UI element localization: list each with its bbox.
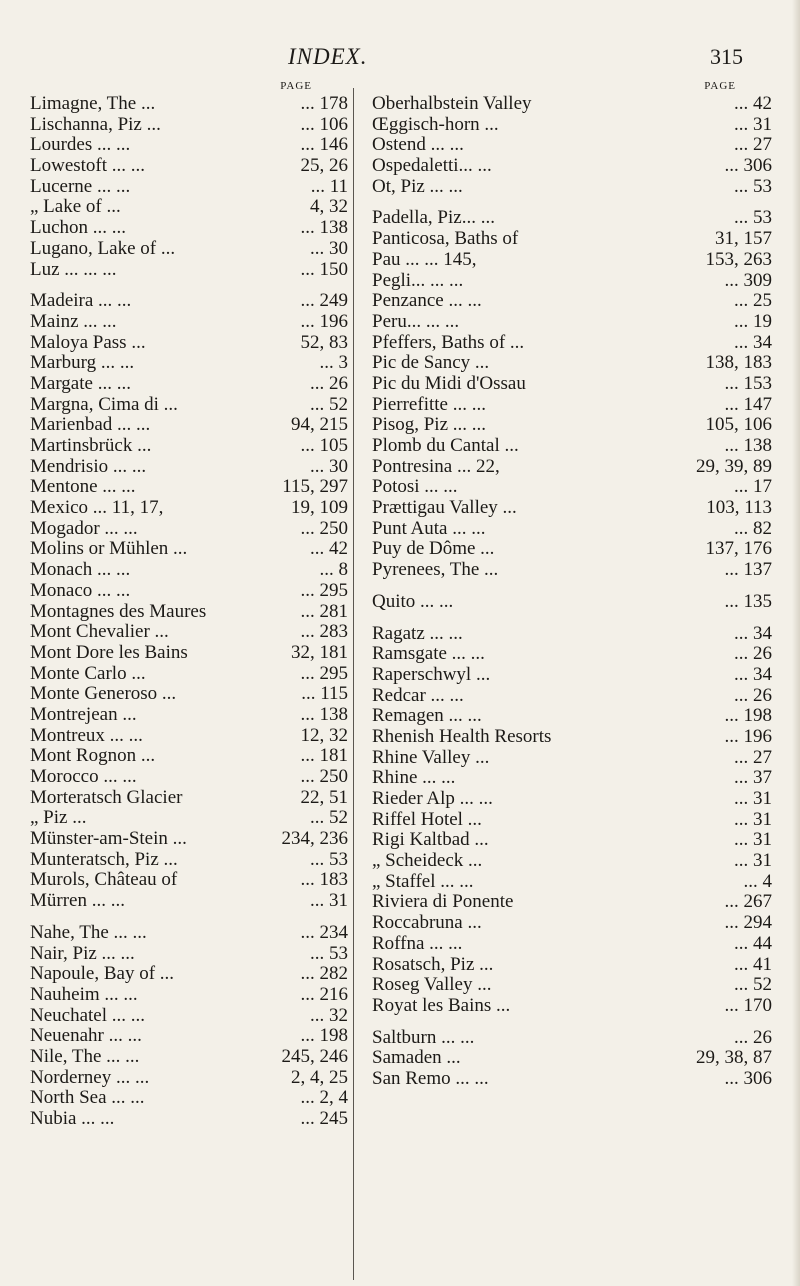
index-entry [372,395,772,416]
entry-pages: 245, 246 [281,1045,348,1067]
index-entry [30,622,348,643]
entry-pages: ... 17 [734,476,772,498]
index-entry [372,374,772,395]
entry-pages: 138, 183 [705,352,772,374]
index-entry [30,177,348,198]
index-entry [30,1109,348,1130]
entry-pages: ... 309 [724,269,772,291]
index-entry [372,436,772,457]
entry-pages: ... 150 [300,258,348,280]
index-entry [372,810,772,831]
entry-pages: ... 25 [734,290,772,312]
index-entry [30,985,348,1006]
entry-pages: ... 41 [734,953,772,975]
index-entry [30,1006,348,1027]
entry-name: Marburg ... ... [30,352,135,374]
index-entry [372,250,772,271]
index-entry [30,1026,348,1047]
entry-pages: ... 138 [300,217,348,239]
entry-name: Roseg Valley ... [372,974,492,996]
entry-name: Montreux ... ... [30,724,143,746]
entry-pages: ... 234 [300,921,348,943]
index-entry [30,291,348,312]
index-entry [30,829,348,850]
index-entry [30,602,348,623]
index-entry [372,665,772,686]
entry-pages: 32, 181 [291,641,348,663]
entry-pages: ... 82 [734,517,772,539]
entry-name: Rigi Kaltbad ... [372,829,489,851]
index-entry [372,830,772,851]
index-entry [372,115,772,136]
entry-name: Nauheim ... ... [30,983,138,1005]
entry-pages: ... 115 [301,683,348,705]
entry-name: Mont Chevalier ... [30,621,169,643]
entry-pages: ... 3 [319,352,348,374]
index-entry [372,94,772,115]
entry-pages: ... 32 [310,1004,348,1026]
index-entry [30,135,348,156]
entry-name: Luchon ... ... [30,217,127,239]
entry-pages: ... 137 [724,559,772,581]
entry-pages: ... 181 [300,745,348,767]
index-entry [372,1028,772,1049]
entry-pages: ... 138 [300,703,348,725]
entry-name: Rhenish Health Resorts [372,725,552,747]
entry-name: Ramsgate ... ... [372,643,485,665]
entry-pages: ... 153 [724,372,772,394]
entry-name: Saltburn ... ... [372,1026,475,1048]
entry-pages: ... 53 [734,175,772,197]
column-divider [353,88,354,1280]
entry-pages: ... 44 [734,932,772,954]
index-entry [372,892,772,913]
entry-name: Margna, Cima di ... [30,393,178,415]
entry-name: Lowestoft ... ... [30,155,146,177]
entry-pages: ... 31 [734,829,772,851]
index-entry [372,333,772,354]
entry-name: Nair, Piz ... ... [30,942,135,964]
entry-pages: ... 11 [310,175,348,197]
index-entry [30,788,348,809]
index-entry [30,436,348,457]
index-entry [372,177,772,198]
index-entry [372,913,772,934]
entry-name: Pierrefitte ... ... [372,393,486,415]
entry-pages: ... 306 [724,1067,772,1089]
entry-name: Nubia ... ... [30,1108,115,1129]
index-entry [372,975,772,996]
entry-name: Rosatsch, Piz ... [372,953,494,975]
entry-pages: 103, 113 [706,497,772,519]
entry-pages: ... 105 [300,435,348,456]
entry-name: Madeira ... ... [30,290,132,312]
entry-pages: 153, 263 [705,248,772,270]
group-gap [372,613,772,624]
index-entry [372,539,772,560]
index-entry [372,644,772,665]
entry-pages: ... 106 [300,113,348,135]
entry-name: Oberhalbstein Valley [372,93,532,114]
index-entry [30,353,348,374]
entry-pages: ... 267 [724,891,772,913]
index-entry [30,870,348,891]
index-entry [30,374,348,395]
index-entry [30,891,348,912]
entry-name: Luz ... ... ... [30,258,117,280]
entry-pages: ... 295 [300,579,348,601]
entry-name: Mendrisio ... ... [30,455,147,477]
entry-name: Roffna ... ... [372,932,463,954]
entry-pages: 25, 26 [300,155,348,177]
index-entry [30,1068,348,1089]
entry-name: Mexico ... 11, 17, [30,497,164,519]
index-entry [372,457,772,478]
page-title: INDEX. [288,44,368,69]
entry-pages: ... 31 [734,808,772,830]
entry-name: „ Staffel ... ... [372,870,474,892]
entry-name: Quito ... ... [372,590,454,612]
entry-pages: ... 283 [300,621,348,643]
entry-name: Œggisch-horn ... [372,113,499,135]
index-entry [30,498,348,519]
entry-name: Neuenahr ... ... [30,1025,142,1047]
entry-pages: ... 34 [734,331,772,353]
index-entry [372,727,772,748]
entry-name: Morteratsch Glacier [30,786,183,808]
entry-name: Napoule, Bay of ... [30,963,175,985]
entry-name: Raperschwyl ... [372,663,491,685]
entry-pages: 12, 32 [300,724,348,746]
entry-name: Lischanna, Piz ... [30,113,161,135]
entry-name: Mentone ... ... [30,476,136,498]
entry-name: Limagne, The ... [30,93,156,114]
index-entry [30,964,348,985]
index-entry [30,519,348,540]
entry-pages: ... 30 [310,455,348,477]
entry-name: Norderney ... ... [30,1066,150,1088]
index-entry [372,312,772,333]
entry-pages: ... 8 [319,559,348,581]
entry-pages: ... 26 [734,643,772,665]
entry-name: Redcar ... ... [372,684,464,706]
entry-name: Ospedaletti... ... [372,155,492,177]
index-entry [372,1048,772,1069]
page-number: 315 [710,44,743,69]
entry-pages: ... 34 [734,663,772,685]
page-column-label: PAGE [704,80,736,92]
entry-name: Samaden ... [372,1047,461,1069]
index-entry [30,705,348,726]
entry-name: Pontresina ... 22, [372,455,500,477]
index-entry [30,767,348,788]
entry-pages: ... 281 [300,600,348,622]
entry-pages: ... 53 [310,848,348,870]
entry-pages: 22, 51 [300,786,348,808]
entry-name: Lourdes ... ... [30,134,131,156]
entry-name: San Remo ... ... [372,1067,489,1089]
entry-pages: ... 183 [300,869,348,891]
entry-name: Prættigau Valley ... [372,497,517,519]
entry-pages: ... 216 [300,983,348,1005]
entry-name: Ot, Piz ... ... [372,175,463,197]
entry-pages: ... 30 [310,237,348,259]
index-entry [30,726,348,747]
index-entry [372,768,772,789]
entry-name: Pegli... ... ... [372,269,464,291]
group-gap [372,1017,772,1028]
index-entry [30,197,348,218]
entry-pages: ... 26 [310,372,348,394]
entry-pages: ... 250 [300,766,348,787]
entry-pages: ... 42 [734,93,772,114]
entry-name: Mont Dore les Bains [30,641,188,663]
entry-name: Lucerne ... ... [30,175,131,197]
entry-pages: ... 42 [310,538,348,560]
index-entry [30,395,348,416]
entry-pages: 137, 176 [705,538,772,560]
entry-name: North Sea ... ... [30,1087,145,1109]
entry-pages: ... 282 [300,963,348,985]
index-entry [30,581,348,602]
page-edge [792,0,800,1286]
entry-name: Maloya Pass ... [30,331,146,353]
entry-name: Pfeffers, Baths of ... [372,331,525,353]
entry-pages: ... 53 [734,207,772,229]
entry-pages: ... 196 [300,310,348,332]
entry-name: Marienbad ... ... [30,414,151,436]
entry-pages: ... 37 [734,767,772,789]
entry-pages: ... 138 [724,435,772,456]
index-entry [372,996,772,1017]
entry-name: Nile, The ... ... [30,1045,140,1067]
index-entry [372,498,772,519]
index-entry [372,934,772,955]
entry-pages: 4, 32 [310,196,348,218]
page-header [0,44,800,76]
entry-pages: 105, 106 [705,414,772,436]
index-entry [372,415,772,436]
entry-name: Neuchatel ... ... [30,1004,146,1026]
page-column-label: PAGE [280,80,312,92]
entry-pages: ... 245 [300,1108,348,1129]
entry-name: „ Lake of ... [30,196,121,218]
index-entry [372,1069,772,1090]
index-entry [372,592,772,613]
entry-pages: ... 294 [724,912,772,934]
entry-name: Riffel Hotel ... [372,808,482,830]
entry-name: Puy de Dôme ... [372,538,495,560]
entry-name: Münster-am-Stein ... [30,828,187,850]
entry-name: Monaco ... ... [30,579,131,601]
index-entry [30,684,348,705]
index-entry [30,94,348,115]
entry-pages: 115, 297 [282,476,348,498]
entry-name: Mainz ... ... [30,310,117,332]
entry-name: Montagnes des Maures [30,600,207,622]
entry-pages: ... 147 [724,393,772,415]
index-entry [372,271,772,292]
index-entry [30,664,348,685]
entry-name: Riviera di Ponente [372,891,514,913]
entry-name: Lugano, Lake of ... [30,237,176,259]
entry-groups [30,94,348,1130]
entry-pages: ... 4 [743,870,772,892]
index-entry [30,1088,348,1109]
index-column-right [372,78,772,1090]
entry-pages: ... 178 [300,93,348,114]
entry-name: Pisog, Piz ... ... [372,414,487,436]
index-entry [30,312,348,333]
entry-name: Mont Rognon ... [30,745,156,767]
entry-pages: ... 27 [734,134,772,156]
index-entry [30,746,348,767]
entry-name: Ragatz ... ... [372,622,463,644]
entry-name: Margate ... ... [30,372,131,394]
index-entry [30,643,348,664]
index-entry [372,560,772,581]
entry-pages: 19, 109 [291,497,348,519]
entry-name: Penzance ... ... [372,290,482,312]
entry-pages: ... 295 [300,662,348,684]
entry-name: Munteratsch, Piz ... [30,848,178,870]
entry-pages: 52, 83 [300,331,348,353]
entry-name: Plomb du Cantal ... [372,435,519,456]
index-entry [30,156,348,177]
entry-name: Monte Generoso ... [30,683,177,705]
entry-pages: ... 31 [734,113,772,135]
index-entry [30,457,348,478]
entry-pages: ... 52 [310,807,348,829]
entry-name: Mürren ... ... [30,890,125,912]
entry-pages: ... 19 [734,310,772,332]
index-entry [30,850,348,871]
index-entry [30,808,348,829]
entry-name: Peru... ... ... [372,310,460,332]
entry-pages: ... 31 [734,850,772,872]
index-entry [30,415,348,436]
entry-pages: ... 2, 4 [300,1087,348,1109]
entry-pages: ... 27 [734,746,772,768]
index-entry [372,851,772,872]
index-entry [372,156,772,177]
entry-pages: 234, 236 [281,828,348,850]
index-entry [30,477,348,498]
index-entry [372,291,772,312]
index-entry [372,686,772,707]
entry-pages: 31, 157 [715,228,772,250]
entry-name: Nahe, The ... ... [30,921,147,943]
entry-name: Mogador ... ... [30,517,138,539]
index-entry [372,624,772,645]
index-entry [372,477,772,498]
entry-pages: ... 196 [724,725,772,747]
entry-name: Remagen ... ... [372,705,482,727]
index-column-left [30,78,348,1130]
entry-name: Morocco ... ... [30,766,137,787]
index-entry [372,229,772,250]
index-entry [30,333,348,354]
entry-pages: 29, 38, 87 [696,1047,772,1069]
index-entry [30,239,348,260]
entry-name: Rieder Alp ... ... [372,788,493,809]
entry-pages: ... 146 [300,134,348,156]
entry-pages: 2, 4, 25 [291,1066,348,1088]
entry-pages: ... 53 [310,942,348,964]
entry-name: Molins or Mühlen ... [30,538,188,560]
entry-name: Potosi ... ... [372,476,458,498]
entry-name: Rhine ... ... [372,767,456,789]
entry-pages: ... 198 [724,705,772,727]
entry-name: Pyrenees, The ... [372,559,499,581]
entry-pages: ... 31 [310,890,348,912]
entry-pages: ... 198 [300,1025,348,1047]
entry-name: Pic du Midi d'Ossau [372,372,526,394]
entry-pages: ... 52 [310,393,348,415]
entry-name: Padella, Piz... ... [372,207,495,229]
index-entry [30,218,348,239]
entry-name: „ Scheideck ... [372,850,483,872]
entry-name: Roccabruna ... [372,912,482,934]
entry-pages: ... 34 [734,622,772,644]
entry-pages: 94, 215 [291,414,348,436]
index-entry [30,1047,348,1068]
index-entry [30,560,348,581]
entry-pages: ... 250 [300,517,348,539]
entry-name: Punt Auta ... ... [372,517,486,539]
entry-pages: 29, 39, 89 [696,455,772,477]
entry-pages: ... 135 [724,590,772,612]
entry-name: Panticosa, Baths of [372,228,519,250]
entry-name: Martinsbrück ... [30,435,152,456]
entry-name: Monte Carlo ... [30,662,146,684]
index-entry [372,955,772,976]
index-entry [30,944,348,965]
entry-pages: ... 306 [724,155,772,177]
entry-name: Pic de Sancy ... [372,352,490,374]
entry-name: Montrejean ... [30,703,137,725]
index-entry [372,353,772,374]
entry-name: Rhine Valley ... [372,746,490,768]
entry-pages: ... 26 [734,1026,772,1048]
index-entry [372,789,772,810]
entry-pages: ... 31 [734,788,772,809]
index-entry [30,923,348,944]
index-entry [372,872,772,893]
entry-name: „ Piz ... [30,807,87,829]
entry-name: Pau ... ... 145, [372,248,477,270]
index-entry [30,539,348,560]
entry-pages: ... 26 [734,684,772,706]
entry-groups [372,94,772,1090]
entry-pages: ... 170 [724,994,772,1016]
index-entry [372,748,772,769]
entry-name: Ostend ... ... [372,134,464,156]
index-entry [372,519,772,540]
index-entry [30,260,348,281]
index-entry [372,706,772,727]
entry-name: Royat les Bains ... [372,994,511,1016]
entry-name: Murols, Château of [30,869,178,891]
index-entry [372,135,772,156]
index-entry [30,115,348,136]
entry-pages: ... 52 [734,974,772,996]
entry-pages: ... 249 [300,290,348,312]
index-entry [372,208,772,229]
entry-name: Monach ... ... [30,559,131,581]
